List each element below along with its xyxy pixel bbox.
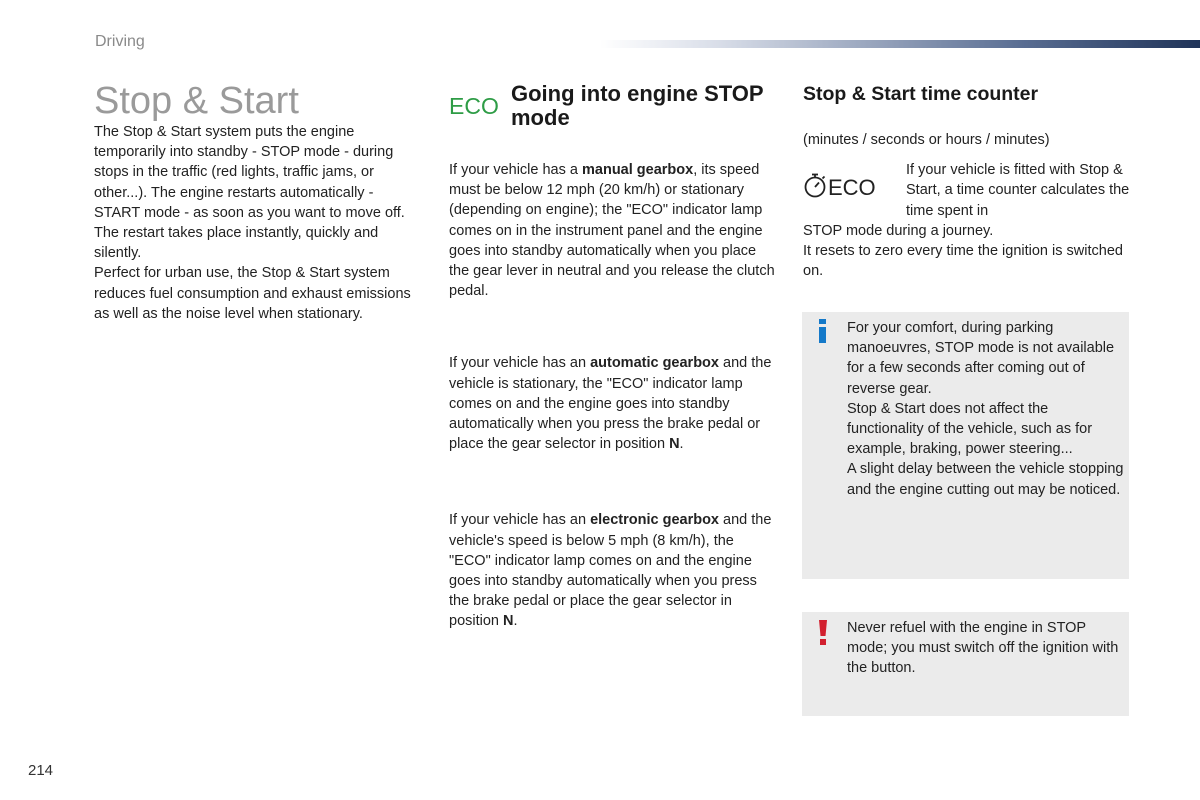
section-label: Driving xyxy=(95,33,145,50)
manual-gearbox-paragraph: If your vehicle has a manual gearbox, its speed must be below 12 mph (20 km/h) or stationary (depending on engine); the "ECO" indicator lamp comes on in the instrument panel and the engine goes into standby automatically when you place the gear lever in neutral and you release the clutch pedal. xyxy=(449,162,775,300)
eco-icon xyxy=(449,94,511,123)
page-title: Stop & Start xyxy=(94,80,299,122)
header-gradient-bar xyxy=(600,40,1200,48)
stopwatch-eco-icon xyxy=(803,160,906,221)
electronic-gearbox-paragraph: If your vehicle has an electronic gearbox and the vehicle's speed is below 5 mph (8 km/h), the "ECO" indicator lamp comes on and the engine goes into standby automatically when you press the brake pedal or place the gear selector in position N. xyxy=(449,512,772,630)
time-counter-continued: STOP mode during a journey. xyxy=(803,222,994,239)
stop-mode-title: Going into engine STOP mode xyxy=(511,81,764,130)
warning-note xyxy=(802,612,1129,716)
column-intro xyxy=(94,80,419,324)
time-counter-description: If your vehicle is fitted with Stop & Start, a time counter calculates the time spent in xyxy=(906,162,1130,219)
svg-text:ECO: ECO xyxy=(449,94,499,118)
exclamation-icon xyxy=(816,618,830,651)
page-number: 214 xyxy=(28,762,54,779)
info-note xyxy=(802,312,1129,579)
time-counter-block xyxy=(803,160,1133,221)
time-counter-reset: It resets to zero every time the ignition is switched on. xyxy=(803,243,1123,280)
column-stop-mode xyxy=(449,82,779,632)
time-counter-title: Stop & Start time counter xyxy=(803,83,1039,105)
svg-text:ECO: ECO xyxy=(828,175,876,201)
automatic-gearbox-paragraph: If your vehicle has an automatic gearbox and the vehicle is stationary, the "ECO" indicator lamp comes on and the engine goes into standby automatically when you press the brake pedal or place the gear selector in position N. xyxy=(449,355,772,453)
intro-paragraph: The Stop & Start system puts the engine temporarily into standby - STOP mode - during stops in the traffic (red lights, traffic jams, or other...). The engine restarts automatically - START mode - as soon as you want to move off. The restart takes place instantly, quickly and silently. xyxy=(94,124,405,262)
info-icon xyxy=(816,318,830,349)
stop-mode-heading-row xyxy=(449,82,779,130)
urban-use-paragraph: Perfect for urban use, the Stop & Start system reduces fuel consumption and exhaust emissions as well as the noise level when stationary. xyxy=(94,265,411,322)
column-time-counter xyxy=(803,82,1133,281)
time-counter-units: (minutes / seconds or hours / minutes) xyxy=(803,132,1050,148)
info-note-text: For your comfort, during parking manoeuvres, STOP mode is not available for a few seconds after coming out of reverse gear. Stop & Start does not affect the functionality of the vehicle, such as for example, braking, power steering... A slight delay between the vehicle stopping and the engine cutting out may be noticed. xyxy=(847,320,1124,498)
warning-note-text: Never refuel with the engine in STOP mode; you must switch off the ignition with the button. xyxy=(847,620,1119,677)
